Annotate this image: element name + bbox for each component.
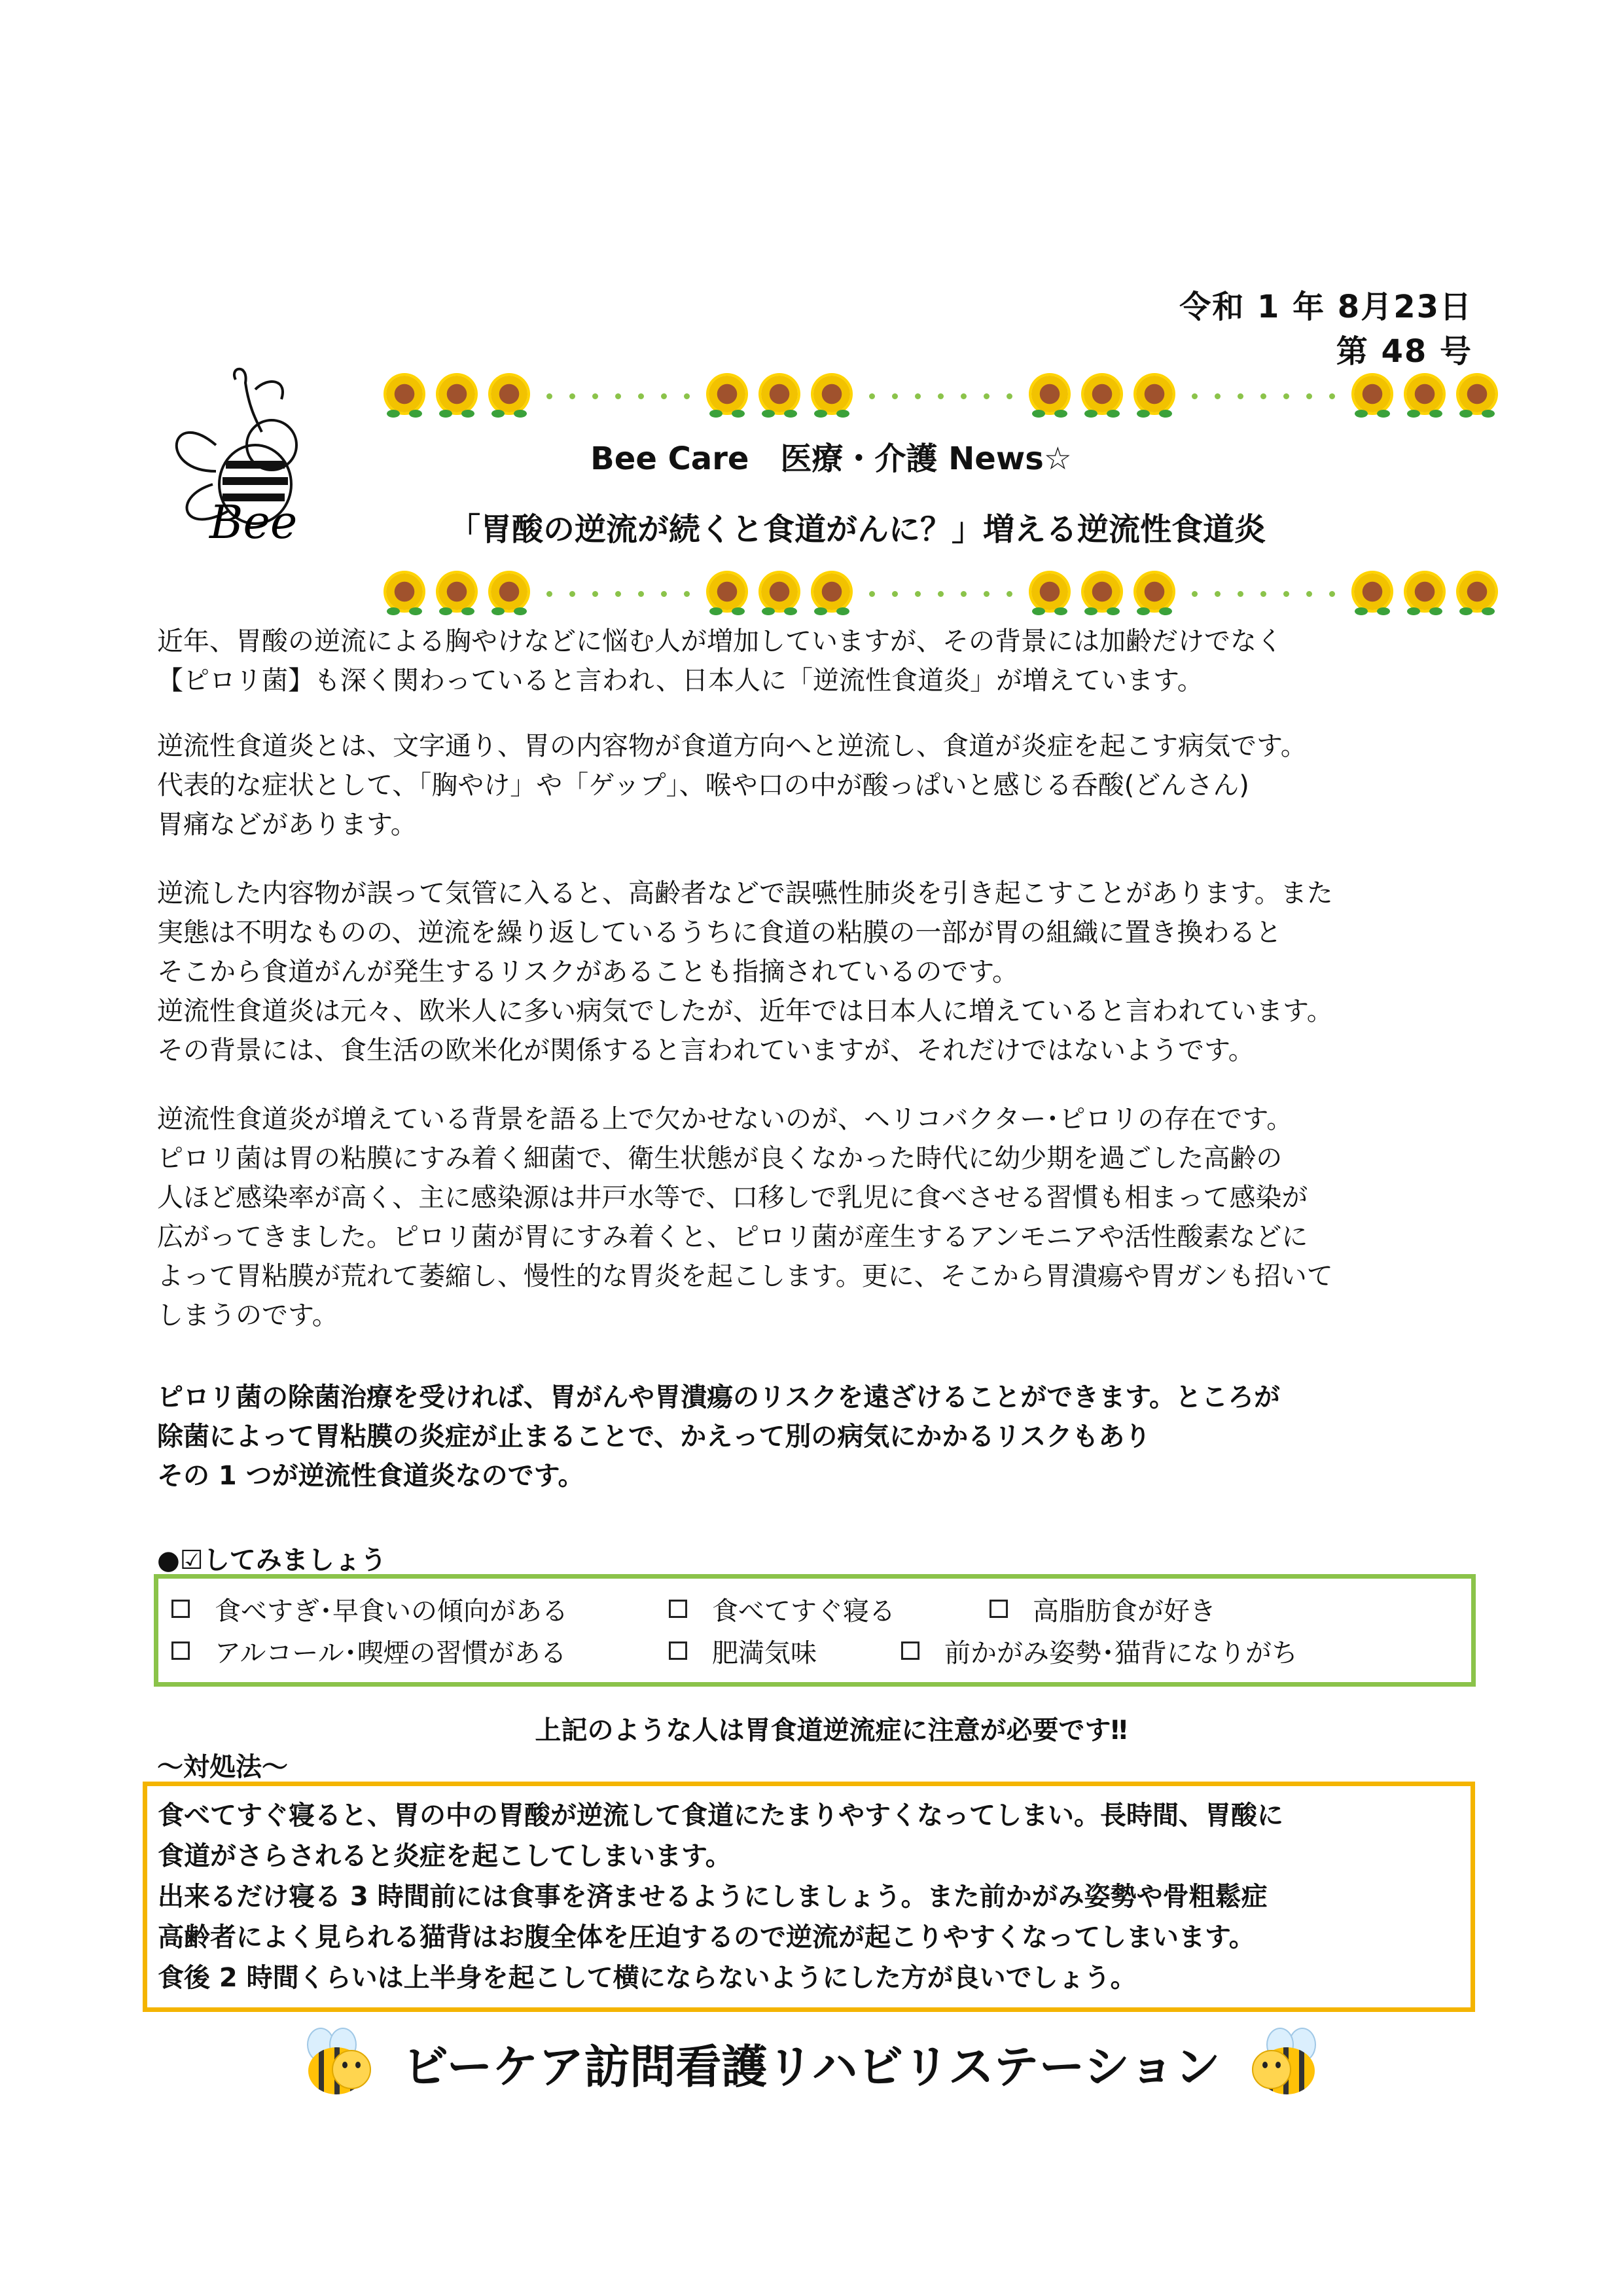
issue-number: 第 48 号 xyxy=(1336,333,1472,370)
sunflower-icon xyxy=(705,374,749,418)
sunflower-icon xyxy=(1080,572,1124,615)
dot-divider xyxy=(1185,591,1342,597)
sunflower-icon xyxy=(1351,374,1394,418)
checklist-item[interactable]: 前かがみ姿勢･猫背になりがち xyxy=(901,1632,1298,1670)
sunflower-icon xyxy=(758,572,801,615)
paragraph-line: 実態は不明なものの、逆流を繰り返しているうちに食道の粘膜の一部が胃の組織に置き換わると xyxy=(157,918,1282,948)
headline: 「胃酸の逆流が続くと食道がんに？」増える逆流性食道炎 xyxy=(448,511,1266,548)
paragraph-line: 逆流性食道炎とは、文字通り、胃の内容物が食道方向へと逆流し、食道が炎症を起こす病気です。 xyxy=(157,731,1307,761)
paragraph-line: ピロリ菌は胃の粘膜にすみ着く細菌で、衛生状態が良くなかった時代に幼少期を過ごした高齢の xyxy=(157,1143,1283,1174)
remedy-line: 高齢者によく見られる猫背はお腹全体を圧迫するので逆流が起こりやすくなってしまいます。 xyxy=(158,1922,1255,1952)
paragraph-line: そこから食道がんが発生するリスクがあることも指摘されているのです。 xyxy=(157,957,1018,987)
dot-divider xyxy=(540,393,696,399)
paragraph-line: その 1 つが逆流性食道炎なのです。 xyxy=(157,1461,584,1491)
sunflower-icon xyxy=(1028,374,1071,418)
paragraph-risks xyxy=(157,874,1472,1070)
checklist-title: ●☑してみましょう xyxy=(157,1545,387,1575)
checkbox[interactable] xyxy=(669,1641,687,1660)
checklist-box xyxy=(154,1574,1476,1687)
paragraph-line: よって胃粘膜が荒れて萎縮し、慢性的な胃炎を起こします。更に、そこから胃潰瘍や胃ガンも招いて xyxy=(157,1261,1333,1291)
remedy-line: 食道がさらされると炎症を起こしてしまいます。 xyxy=(158,1841,732,1871)
sunflower-icon xyxy=(383,572,426,615)
paragraph-line: 逆流性食道炎は元々、欧米人に多い病気でしたが、近年では日本人に増えていると言われています。 xyxy=(157,996,1333,1026)
remedy-box xyxy=(143,1782,1475,2012)
sunflower-icon xyxy=(383,374,426,418)
newsletter-title: Bee Care 医療・介護 News☆ xyxy=(590,440,1072,477)
sunflower-icon xyxy=(435,572,478,615)
sunflower-icon xyxy=(1028,572,1071,615)
paragraph-line: 代表的な症状として、「胸やけ」や「ゲップ」、喉や口の中が酸っぱいと感じる呑酸(どんさん) xyxy=(157,770,1249,800)
logo-text: Bee xyxy=(209,495,298,543)
sunflower-icon xyxy=(435,374,478,418)
sunflower-icon xyxy=(1455,572,1499,615)
sunflower-icon xyxy=(810,572,853,615)
paragraph-treatment xyxy=(157,1378,1472,1496)
issue-date: 令和 1 年 8月23日 xyxy=(1179,289,1472,325)
footer xyxy=(0,2017,1623,2109)
paragraph-intro xyxy=(157,622,1472,700)
warning-text: 上記のような人は胃食道逆流症に注意が必要です‼ xyxy=(535,1715,1128,1746)
sunflower-icon xyxy=(1403,572,1446,615)
paragraph-line: 【ピロリ菌】も深く関わっていると言われ、日本人に「逆流性食道炎」が増えています。 xyxy=(157,666,1204,696)
station-name: ビーケア訪問看護リハビリステーション xyxy=(402,2039,1221,2094)
paragraph-definition xyxy=(157,726,1472,844)
paragraph-line: しまうのです。 xyxy=(157,1300,338,1331)
paragraph-line: 胃痛などがあります。 xyxy=(157,810,417,840)
remedy-title: ～対処法～ xyxy=(157,1752,288,1782)
paragraph-line: 近年、胃酸の逆流による胸やけなどに悩む人が増加していますが、その背景には加齢だけでなく xyxy=(157,626,1283,656)
checklist-row xyxy=(158,1589,1471,1628)
checklist-item[interactable]: 食べてすぐ寝る xyxy=(669,1590,895,1628)
checklist-item[interactable]: アルコール･喫煙の習慣がある xyxy=(171,1632,567,1670)
sunflower-icon xyxy=(705,572,749,615)
dot-divider xyxy=(863,591,1019,597)
sunflower-icon xyxy=(1403,374,1446,418)
bee-icon xyxy=(1247,2024,1325,2102)
sunflower-icon xyxy=(810,374,853,418)
paragraph-line: 人ほど感染率が高く、主に感染源は井戸水等で、口移しで乳児に食べさせる習慣も相まって感染が xyxy=(157,1183,1308,1213)
checkbox[interactable] xyxy=(990,1600,1008,1618)
paragraph-line: 逆流性食道炎が増えている背景を語る上で欠かせないのが、ヘリコバクター･ピロリの存在です。 xyxy=(157,1104,1293,1134)
sunflower-icon xyxy=(1080,374,1124,418)
dot-divider xyxy=(1185,393,1342,399)
remedy-line: 食後 2 時間くらいは上半身を起こして横にならないようにした方が良いでしょう。 xyxy=(158,1963,1137,1993)
sunflower-icon xyxy=(1455,374,1499,418)
paragraph-line: 広がってきました。ピロリ菌が胃にすみ着くと、ピロリ菌が産生するアンモニアや活性酸素などに xyxy=(157,1222,1308,1252)
bee-icon xyxy=(298,2024,376,2102)
sunflower-icon xyxy=(1351,572,1394,615)
remedy-line: 出来るだけ寝る 3 時間前には食事を済ませるようにしましょう。また前かがみ姿勢や骨粗鬆症 xyxy=(158,1882,1268,1912)
checkbox[interactable] xyxy=(901,1641,919,1660)
checkbox[interactable] xyxy=(171,1600,190,1618)
paragraph-line: その背景には、食生活の欧米化が関係すると言われていますが、それだけではないようです。 xyxy=(157,1035,1255,1066)
checklist-item[interactable]: 高脂肪食が好き xyxy=(990,1590,1216,1628)
paragraph-pylori xyxy=(157,1100,1472,1335)
checklist-row xyxy=(158,1631,1471,1670)
sunflower-icon xyxy=(1133,374,1176,418)
sunflower-icon xyxy=(1133,572,1176,615)
checkbox[interactable] xyxy=(171,1641,190,1660)
sunflower-icon xyxy=(488,572,531,615)
sunflower-icon xyxy=(488,374,531,418)
dot-divider xyxy=(540,591,696,597)
paragraph-line: 除菌によって胃粘膜の炎症が止まることで、かえって別の病気にかかるリスクもあり xyxy=(157,1422,1151,1452)
checklist-item[interactable]: 肥満気味 xyxy=(669,1632,817,1670)
remedy-line: 食べてすぐ寝ると、胃の中の胃酸が逆流して食道にたまりやすくなってしまい。長時間、胃酸に xyxy=(158,1801,1283,1831)
sunflower-border-top xyxy=(383,372,1459,420)
dot-divider xyxy=(863,393,1019,399)
sunflower-icon xyxy=(758,374,801,418)
paragraph-line: 逆流した内容物が誤って気管に入ると、高齢者などで誤嚥性肺炎を引き起こすことがあります。また xyxy=(157,878,1333,908)
checkbox[interactable] xyxy=(669,1600,687,1618)
paragraph-line: ピロリ菌の除菌治療を受ければ、胃がんや胃潰瘍のリスクを遠ざけることができます。ところが xyxy=(157,1382,1280,1412)
checklist-item[interactable]: 食べすぎ･早食いの傾向がある xyxy=(171,1590,568,1628)
sunflower-border-bottom xyxy=(383,569,1459,618)
